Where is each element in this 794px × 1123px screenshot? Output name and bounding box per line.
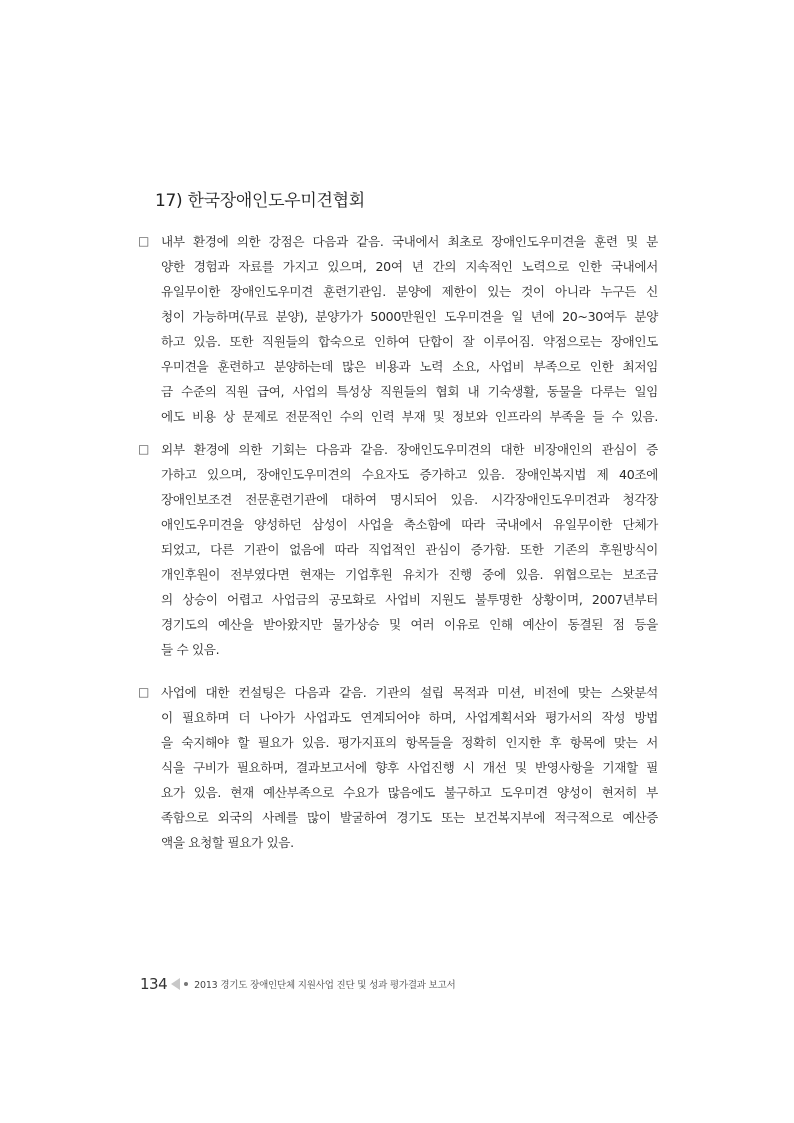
text-line: 식을 구비가 필요하며, 결과보고서에 향후 사업진행 시 개선 및 반영사항을 기재할 필 xyxy=(161,760,658,775)
text-line: 개인후원이 전부였다면 현재는 기업후원 유치가 진행 중에 있음. 위협으로는 보조금 xyxy=(161,567,658,582)
text-line: 에도 비용 상 문제로 전문적인 수의 인력 부재 및 정보와 인프라의 부족을 들 수 있음. xyxy=(161,409,658,424)
checkbox-bullet-icon: □ xyxy=(138,234,150,248)
text-line: 장애인보조견 전문훈련기관에 대하여 명시되어 있음. 시각장애인도우미견과 청각장 xyxy=(161,492,658,507)
text-line: 내부 환경에 의한 강점은 다음과 같음. 국내에서 최초로 장애인도우미견을 훈련 및 분 xyxy=(161,234,658,249)
text-line: 애인도우미견을 양성하던 삼성이 사업을 축소함에 따라 국내에서 유일무이한 단체가 xyxy=(161,517,658,532)
section-heading: 17) 한국장애인도우미견협회 xyxy=(155,191,365,211)
page-footer xyxy=(140,973,456,995)
checkbox-bullet-icon: □ xyxy=(138,442,150,456)
text-line: 경기도의 예산을 받아왔지만 물가상승 및 여러 이유로 인해 예산이 동결된 점 등을 xyxy=(161,617,658,632)
dot-icon xyxy=(184,982,188,986)
text-line: 유일무이한 장애인도우미견 훈련기관임. 분양에 제한이 있는 것이 아니라 누구든 신 xyxy=(161,284,658,299)
text-line: 이 필요하며 더 나아가 사업과도 연계되어야 하며, 사업계획서와 평가서의 작성 방법 xyxy=(161,710,658,725)
text-line: 사업에 대한 컨설팅은 다음과 같음. 기관의 설립 목적과 미션, 비전에 맞는 스왓분석 xyxy=(161,685,658,700)
text-line: 양한 경험과 자료를 가지고 있으며, 20여 년 간의 지속적인 노력으로 인한 국내에서 xyxy=(161,259,658,274)
text-line: 의 상승이 어렵고 사업금의 공모화로 사업비 지원도 불투명한 상황이며, 2007년부터 xyxy=(161,592,658,607)
text-line: 되었고, 다른 기관이 없음에 따라 직업적인 관심이 증가함. 또한 기존의 후원방식이 xyxy=(161,542,658,557)
text-line: 외부 환경에 의한 기회는 다음과 같음. 장애인도우미견의 대한 비장애인의 관심이 증 xyxy=(161,442,658,457)
text-line: 가하고 있으며, 장애인도우미견의 수요자도 증가하고 있음. 장애인복지법 제 40조에 xyxy=(161,467,658,482)
report-title: 2013 경기도 장애인단체 지원사업 진단 및 성과 평가결과 보고서 xyxy=(194,980,456,991)
text-line: 청이 가능하며(무료 분양), 분양가가 5000만원인 도우미견을 일 년에 20~30여두 분양 xyxy=(161,309,658,324)
arrow-left-icon xyxy=(171,978,180,990)
text-line: 을 숙지해야 할 필요가 있음. 평가지표의 항목들을 정확히 인지한 후 항목에 맞는 서 xyxy=(161,735,658,750)
text-line: 족함으로 외국의 사례를 많이 발굴하여 경기도 또는 보건복지부에 적극적으로 예산증 xyxy=(161,810,658,825)
paragraph-strengths xyxy=(138,229,658,429)
text-line: 요가 있음. 현재 예산부족으로 수요가 많음에도 불구하고 도우미견 양성이 현저히 부 xyxy=(161,785,658,800)
paragraph-opportunities xyxy=(138,437,658,662)
text-line: 들 수 있음. xyxy=(161,642,220,657)
text-line: 하고 있음. 또한 직원들의 합숙으로 인하여 단합이 잘 이루어짐. 약점으로는 장애인도 xyxy=(161,334,658,349)
page-number: 134 xyxy=(140,975,168,993)
text-line: 우미견을 훈련하고 분양하는데 많은 비용과 노력 소요, 사업비 부족으로 인한 최저임 xyxy=(161,359,658,374)
checkbox-bullet-icon: □ xyxy=(138,685,150,699)
text-line: 금 수준의 직원 급여, 사업의 특성상 직원들의 협회 내 기숙생활, 동물을 다루는 일임 xyxy=(161,384,658,399)
text-line: 액을 요청할 필요가 있음. xyxy=(161,835,294,850)
paragraph-consulting xyxy=(138,680,658,855)
